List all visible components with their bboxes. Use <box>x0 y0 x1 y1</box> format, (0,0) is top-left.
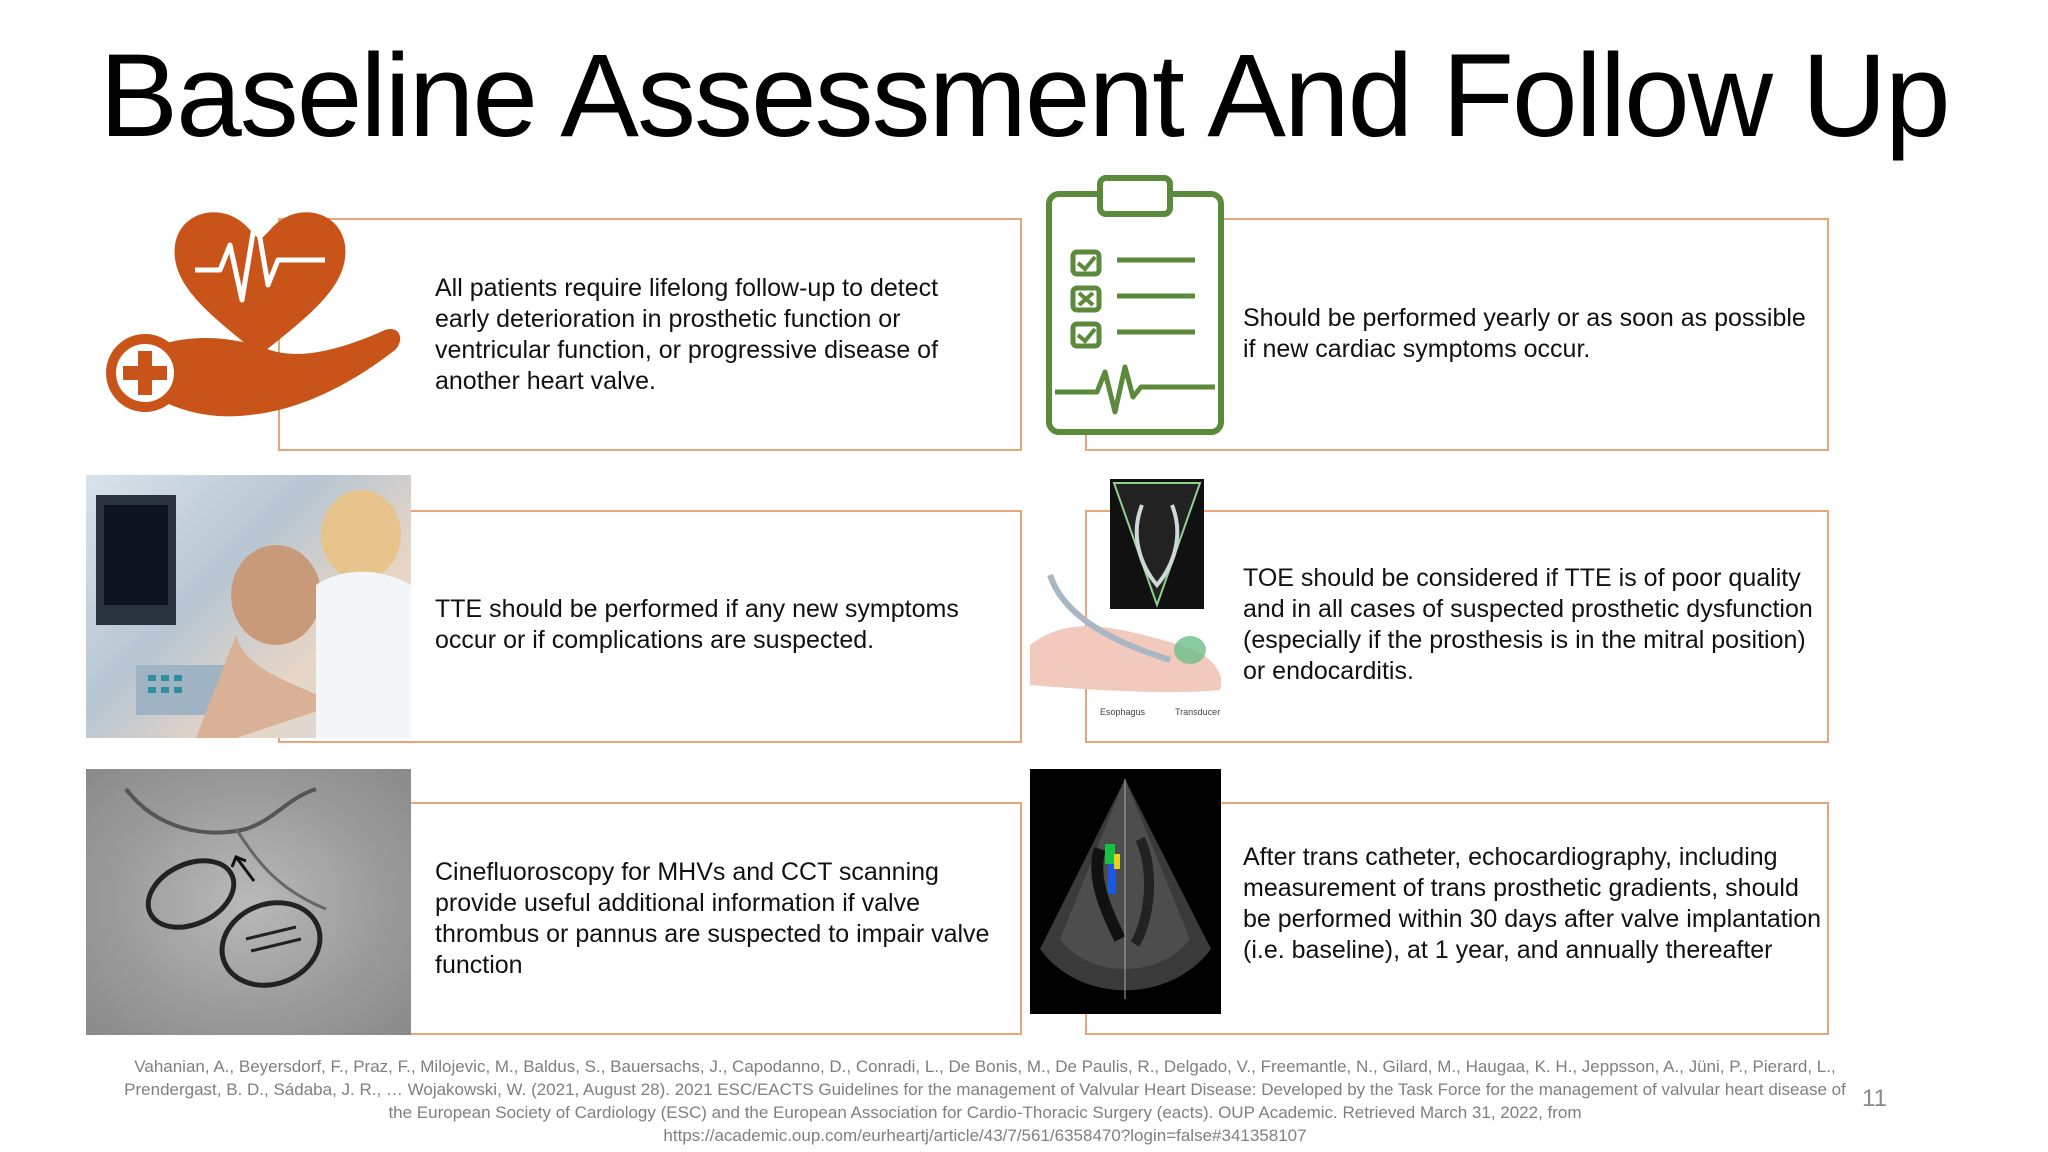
toe-diagram-image <box>1030 475 1228 723</box>
card-tte-text: TTE should be performed if any new symptoms occur or if complications are suspected. <box>435 595 959 654</box>
fluoroscopy-image <box>86 769 411 1035</box>
card-trans-catheter-text: After trans catheter, echocardiography, including measurement of trans prosthetic gradients, should be performed within 30 days after valve implantation (i.e. baseline), at 1 year, and annually thereafter <box>1243 843 1822 964</box>
toe-label-transducer: Transducer <box>1175 707 1221 717</box>
citation-line: the European Society of Cardiology (ESC) and the European Association for Cardio-Thoracic Surgery (eacts). OUP Academic. Retrieved March 31, 2022, from <box>388 1103 1582 1122</box>
card-toe-text: TOE should be considered if TTE is of poor quality and in all cases of suspected prosthetic dysfunction (especially if the prosthesis is in the mitral position) or endocarditis. <box>1243 564 1813 685</box>
page-title: Baseline Assessment And Follow Up <box>99 30 1949 162</box>
citation-line: Vahanian, A., Beyersdorf, F., Praz, F., Milojevic, M., Baldus, S., Bauersachs, J., Capodanno, D., Conradi, L., De Bonis, M., De Paulis, R., Delgado, V., Freemantle, N., Gilard, M., Haugaa, K. H., Jeppsson, A., Jüni, P., Pierard, L., <box>134 1057 1836 1076</box>
heart-in-hand-icon <box>100 175 420 435</box>
card-yearly-text: Should be performed yearly or as soon as possible if new cardiac symptoms occur. <box>1243 304 1806 363</box>
page-number: 11 <box>1862 1085 1887 1112</box>
ultrasound-exam-photo <box>86 475 411 738</box>
card-cinefluoroscopy-text: Cinefluoroscopy for MHVs and CCT scanning provide useful additional information if valve thrombus or pannus are suspected to impair valve function <box>435 858 990 979</box>
card-lifelong-followup-text: All patients require lifelong follow-up to detect early deterioration in prosthetic function or ventricular function, or progressive disease of another heart valve. <box>435 274 939 395</box>
citation <box>95 1055 1875 1147</box>
clipboard-checklist-icon <box>1045 172 1225 438</box>
echocardiogram-image <box>1030 769 1221 1014</box>
toe-label-esophagus: Esophagus <box>1100 707 1146 717</box>
citation-line: https://academic.oup.com/eurheartj/article/43/7/561/6358470?login=false#341358107 <box>663 1126 1307 1145</box>
citation-line: Prendergast, B. D., Sádaba, J. R., … Wojakowski, W. (2021, August 28). 2021 ESC/EACTS Guidelines for the management of Valvular Heart Disease: Developed by the Task Force for the management of valvular heart disease of <box>124 1080 1846 1099</box>
